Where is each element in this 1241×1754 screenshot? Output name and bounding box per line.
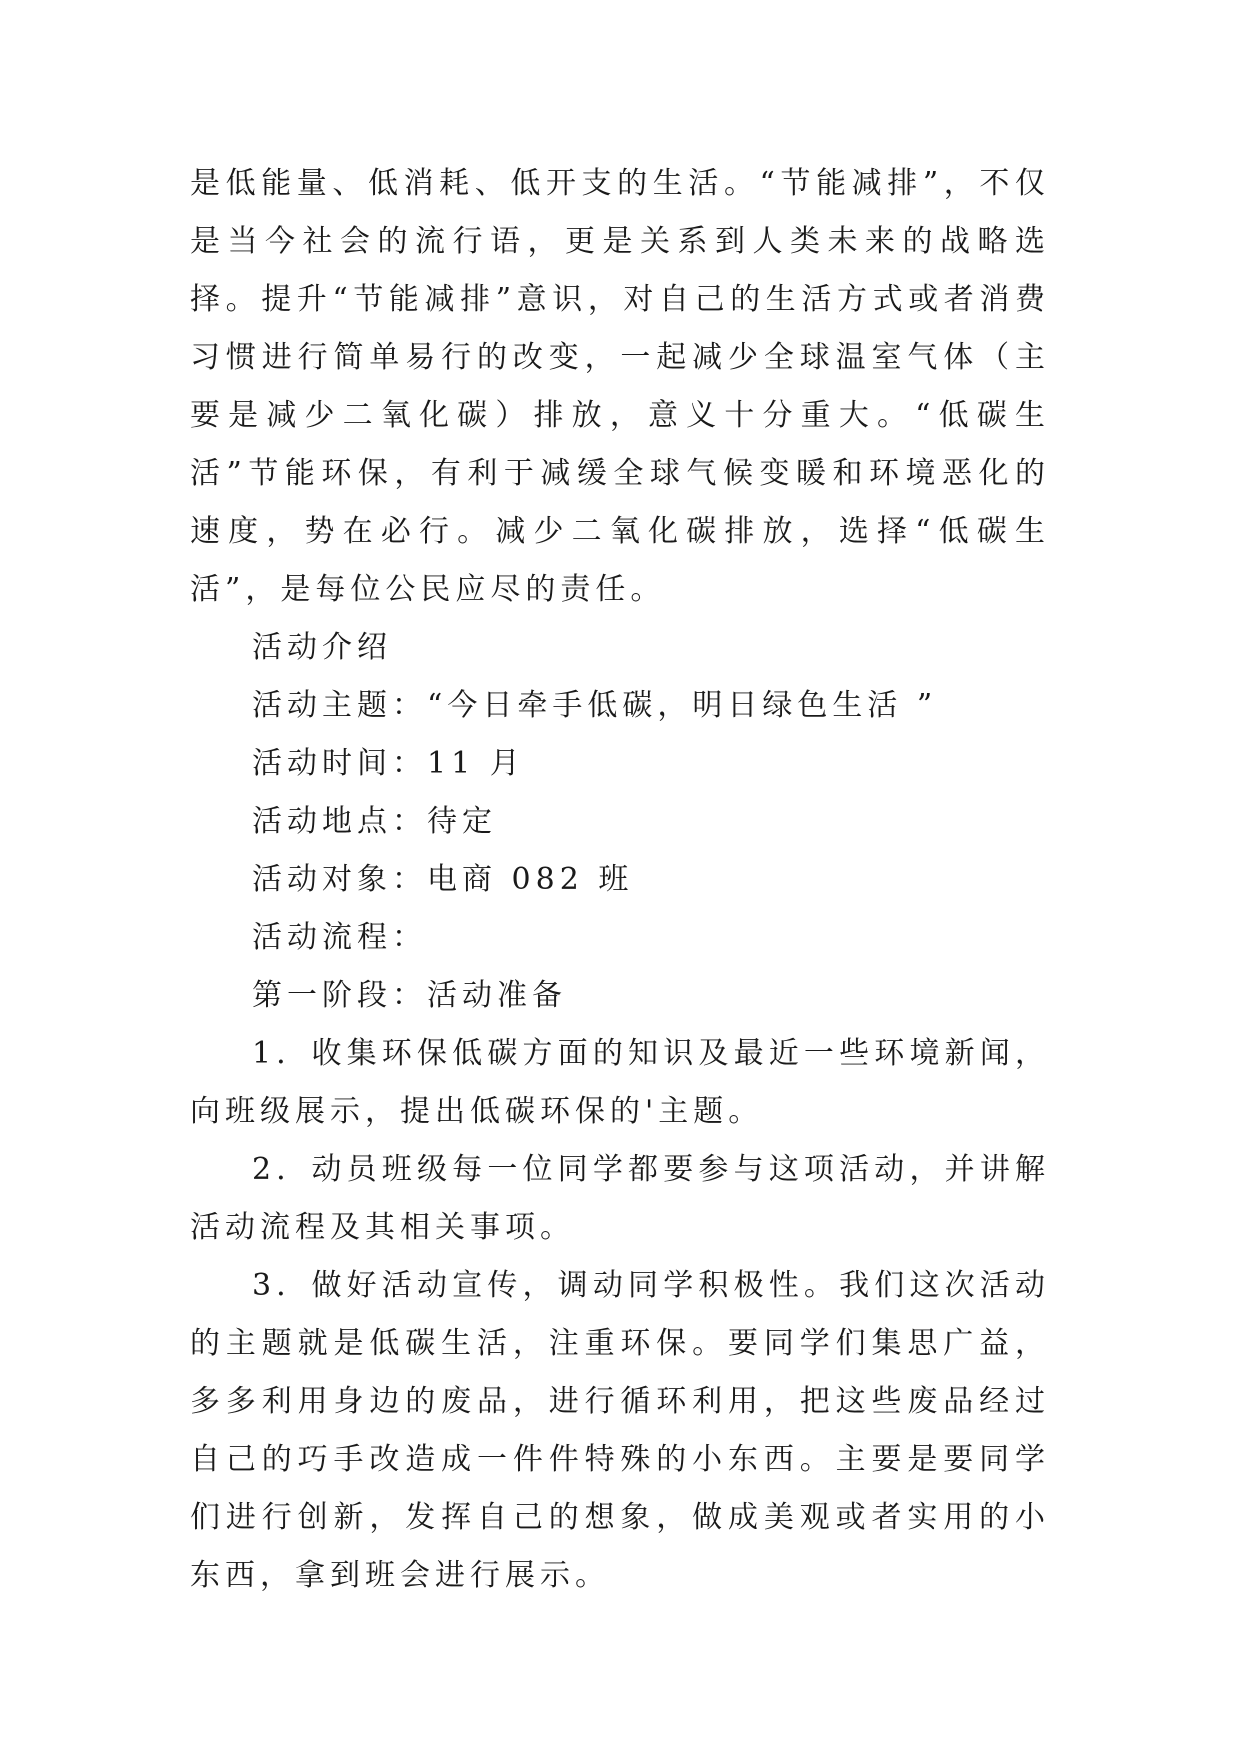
list-item-3: 3．做好活动宣传，调动同学积极性。我们这次活动的主题就是低碳生活，注重环保。要同学们集思广益，多多利用身边的废品，进行循环利用，把这些废品经过自己的巧手改造成一件件特殊的小东西。主要是要同学们进行创新，发挥自己的想象，做成美观或者实用的小东西，拿到班会进行展示。 xyxy=(190,1268,1050,1593)
activity-theme: 活动主题：“今日牵手低碳，明日绿色生活 ” xyxy=(252,688,938,723)
list-item-2: 2．动员班级每一位同学都要参与这项活动，并讲解活动流程及其相关事项。 xyxy=(190,1152,1050,1245)
activity-time: 活动时间：11 月 xyxy=(252,746,525,781)
activity-place: 活动地点：待定 xyxy=(252,804,497,839)
intro-paragraph: 是低能量、低消耗、低开支的生活。“节能减排”，不仅是当今社会的流行语，更是关系到人类未来的战略选择。提升“节能减排”意识，对自己的生活方式或者消费习惯进行简单易行的改变，一起减少全球温室气体（主要是减少二氧化碳）排放，意义十分重大。“低碳生活”节能环保，有利于减缓全球气候变暖和环境恶化的速度，势在必行。减少二氧化碳排放，选择“低碳生活”，是每位公民应尽的责任。 xyxy=(190,166,1050,607)
list-item-1: 1．收集环保低碳方面的知识及最近一些环境新闻，向班级展示，提出低碳环保的'主题。 xyxy=(190,1036,1050,1129)
activity-flow: 活动流程： xyxy=(252,920,427,955)
stage-one-heading: 第一阶段：活动准备 xyxy=(252,978,567,1013)
activity-target: 活动对象：电商 082 班 xyxy=(252,862,634,897)
section-heading: 活动介绍 xyxy=(252,630,392,665)
document-body xyxy=(190,155,1050,1605)
